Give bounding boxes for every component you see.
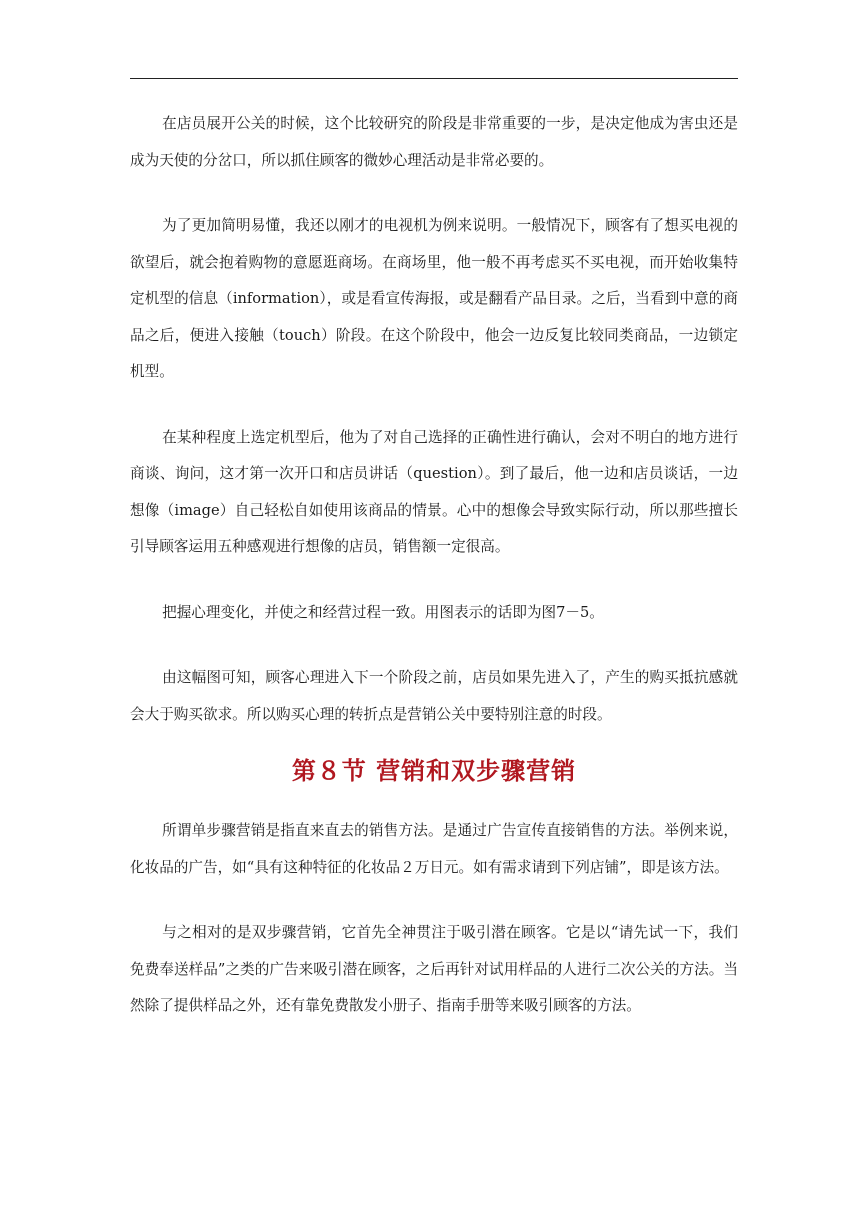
- paragraph-2: 为了更加简明易懂，我还以刚才的电视机为例来说明。一般情况下，顾客有了想买电视的欲望后，就会抱着购物的意愿逛商场。在商场里，他一般不再考虑买不买电视，而开始收集特定机型的信息（information），或是看宣传海报，或是翻看产品目录。之后，当看到中意的商品之后，便进入接触（touch）阶段。在这个阶段中，他会一边反复比较同类商品，一边锁定机型。: [130, 217, 738, 380]
- paragraph-7: 与之相对的是双步骤营销，它首先全神贯注于吸引潜在顾客。它是以“请先试一下，我们免费奉送样品”之类的广告来吸引潜在顾客，之后再针对试用样品的人进行二次公关的方法。当然除了提供样品之外，还有靠免费散发小册子、指南手册等来吸引顾客的方法。: [130, 924, 738, 1014]
- document-body: [130, 106, 738, 1025]
- paragraph-5: 由这幅图可知，顾客心理进入下一个阶段之前，店员如果先进入了，产生的购买抵抗感就会大于购买欲求。所以购买心理的转折点是营销公关中要特别注意的时段。: [130, 669, 738, 723]
- paragraph-4: 把握心理变化，并使之和经营过程一致。用图表示的话即为图7－5。: [162, 603, 604, 621]
- paragraph-6: 所谓单步骤营销是指直来直去的销售方法。是通过广告宣传直接销售的方法。举例来说，化妆品的广告，如“具有这种特征的化妆品２万日元。如有需求请到下列店铺”，即是该方法。: [130, 822, 738, 876]
- section-heading: 第８节 营销和双步骤营销: [291, 756, 577, 785]
- paragraph-1: 在店员展开公关的时候，这个比较研究的阶段是非常重要的一步，是决定他成为害虫还是成为天使的分岔口，所以抓住顾客的微妙心理活动是非常必要的。: [130, 115, 738, 169]
- header-rule: [130, 78, 738, 79]
- paragraph-3: 在某种程度上选定机型后，他为了对自己选择的正确性进行确认，会对不明白的地方进行商谈、询问，这才第一次开口和店员讲话（question）。到了最后，他一边和店员谈话，一边想像（image）自己轻松自如使用该商品的情景。心中的想像会导致实际行动，所以那些擅长引导顾客运用五种感观进行想像的店员，销售额一定很高。: [130, 428, 738, 555]
